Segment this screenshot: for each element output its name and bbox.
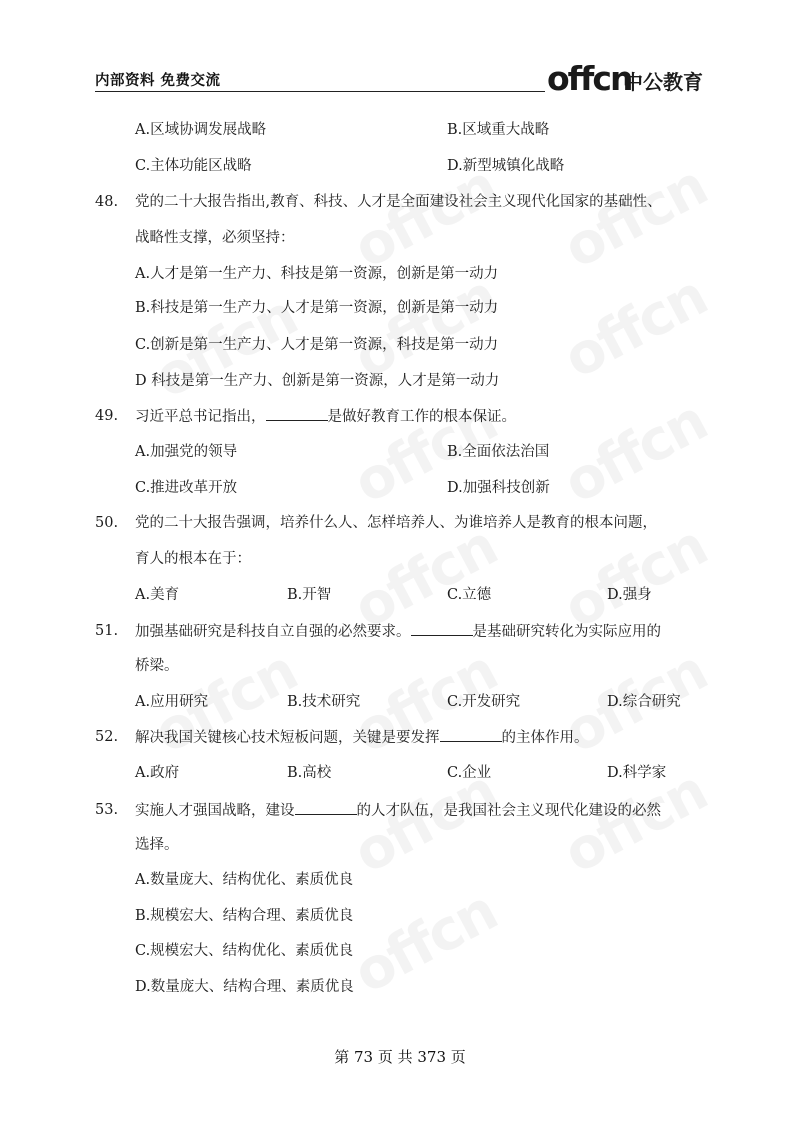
q48-option-a: A.人才是第一生产力、科技是第一资源，创新是第一动力: [135, 266, 499, 282]
q52-blank: [440, 728, 502, 742]
q47-option-b: B.区域重大战略: [447, 122, 550, 138]
q48-number: 48.: [95, 194, 119, 210]
q51-stem-line2: 桥梁。: [135, 658, 179, 674]
watermark: [554, 389, 717, 517]
q47-option-c: C.主体功能区战略: [135, 158, 252, 174]
q48-option-b: B.科技是第一生产力、人才是第一资源，创新是第一动力: [135, 300, 499, 316]
q52-option-c: C.企业: [447, 765, 492, 781]
q50-option-b: B.开智: [287, 587, 332, 603]
q47-option-a: A.区域协调发展战略: [135, 122, 267, 138]
q48-option-c: C.创新是第一生产力、人才是第一资源，科技是第一动力: [135, 337, 499, 353]
logo-cn: 中公教育: [623, 70, 703, 94]
q48-option-d: D 科技是第一生产力、创新是第一资源，人才是第一动力: [135, 373, 500, 389]
q53-option-b: B.规模宏大、结构合理、素质优良: [135, 908, 354, 924]
q50-option-c: C.立德: [447, 587, 492, 603]
q53-option-a: A.数量庞大、结构优化、素质优良: [135, 872, 354, 888]
q53-stem-line2: 选择。: [135, 837, 179, 853]
q49-option-a: A.加强党的领导: [135, 444, 238, 460]
q49-stem-after: 是做好教育工作的根本保证。: [327, 409, 516, 425]
logo-latin: offcn: [547, 60, 632, 96]
q51-blank: [411, 622, 473, 636]
q50-stem-line2: 育人的根本在于：: [135, 551, 251, 567]
q53-stem-after: 的人才队伍，是我国社会主义现代化建设的必然: [356, 803, 661, 819]
q53-option-c: C.规模宏大、结构优化、素质优良: [135, 943, 354, 959]
q52-stem-after: 的主体作用。: [501, 730, 589, 746]
offcn-logo: [547, 60, 707, 96]
watermark: [554, 264, 717, 392]
q51-stem: [135, 622, 661, 641]
q49-stem-before: 习近平总书记指出，: [135, 409, 266, 425]
q51-option-a: A.应用研究: [135, 694, 209, 710]
q53-option-d: D.数量庞大、结构合理、素质优良: [135, 979, 354, 995]
q49-blank: [266, 407, 328, 421]
q48-stem-line2: 战略性支撑，必须坚持：: [135, 230, 295, 246]
q52-number: 52.: [95, 729, 119, 745]
q53-blank: [295, 801, 357, 815]
q52-option-a: A.政府: [135, 765, 180, 781]
q51-stem-before: 加强基础研究是科技自立自强的必然要求。: [135, 624, 411, 640]
q53-number: 53.: [95, 802, 119, 818]
header-rule: [95, 91, 545, 92]
page-number: 第 73 页 共 373 页: [334, 1048, 466, 1066]
q53-stem: [135, 801, 661, 820]
q49-option-c: C.推进改革开放: [135, 480, 238, 496]
q50-number: 50.: [95, 515, 119, 531]
q49-option-d: D.加强科技创新: [447, 480, 550, 496]
q52-option-d: D.科学家: [607, 765, 667, 781]
q49-number: 49.: [95, 408, 119, 424]
q51-option-d: D.综合研究: [607, 694, 681, 710]
q52-stem-before: 解决我国关键核心技术短板问题，关键是要发挥: [135, 730, 440, 746]
q53-stem-before: 实施人才强国战略，建设: [135, 803, 295, 819]
q50-stem-line1: 党的二十大报告强调，培养什么人、怎样培养人、为谁培养人是教育的根本问题，: [135, 515, 657, 531]
q49-option-b: B.全面依法治国: [447, 444, 550, 460]
q51-option-b: B.技术研究: [287, 694, 361, 710]
q47-option-d: D.新型城镇化战略: [447, 158, 565, 174]
q48-stem-line1: 党的二十大报告指出,教育、科技、人才是全面建设社会主义现代化国家的基础性、: [135, 194, 662, 210]
watermark: [344, 879, 507, 1007]
watermark: [554, 154, 717, 282]
q52-stem: [135, 728, 589, 747]
q51-number: 51.: [95, 623, 119, 639]
header-label: 内部资料 免费交流: [95, 73, 221, 89]
q51-stem-after: 是基础研究转化为实际应用的: [472, 624, 661, 640]
q50-option-d: D.强身: [607, 587, 652, 603]
q52-option-b: B.高校: [287, 765, 332, 781]
q50-option-a: A.美育: [135, 587, 180, 603]
q51-option-c: C.开发研究: [447, 694, 521, 710]
q49-stem: [135, 407, 516, 426]
